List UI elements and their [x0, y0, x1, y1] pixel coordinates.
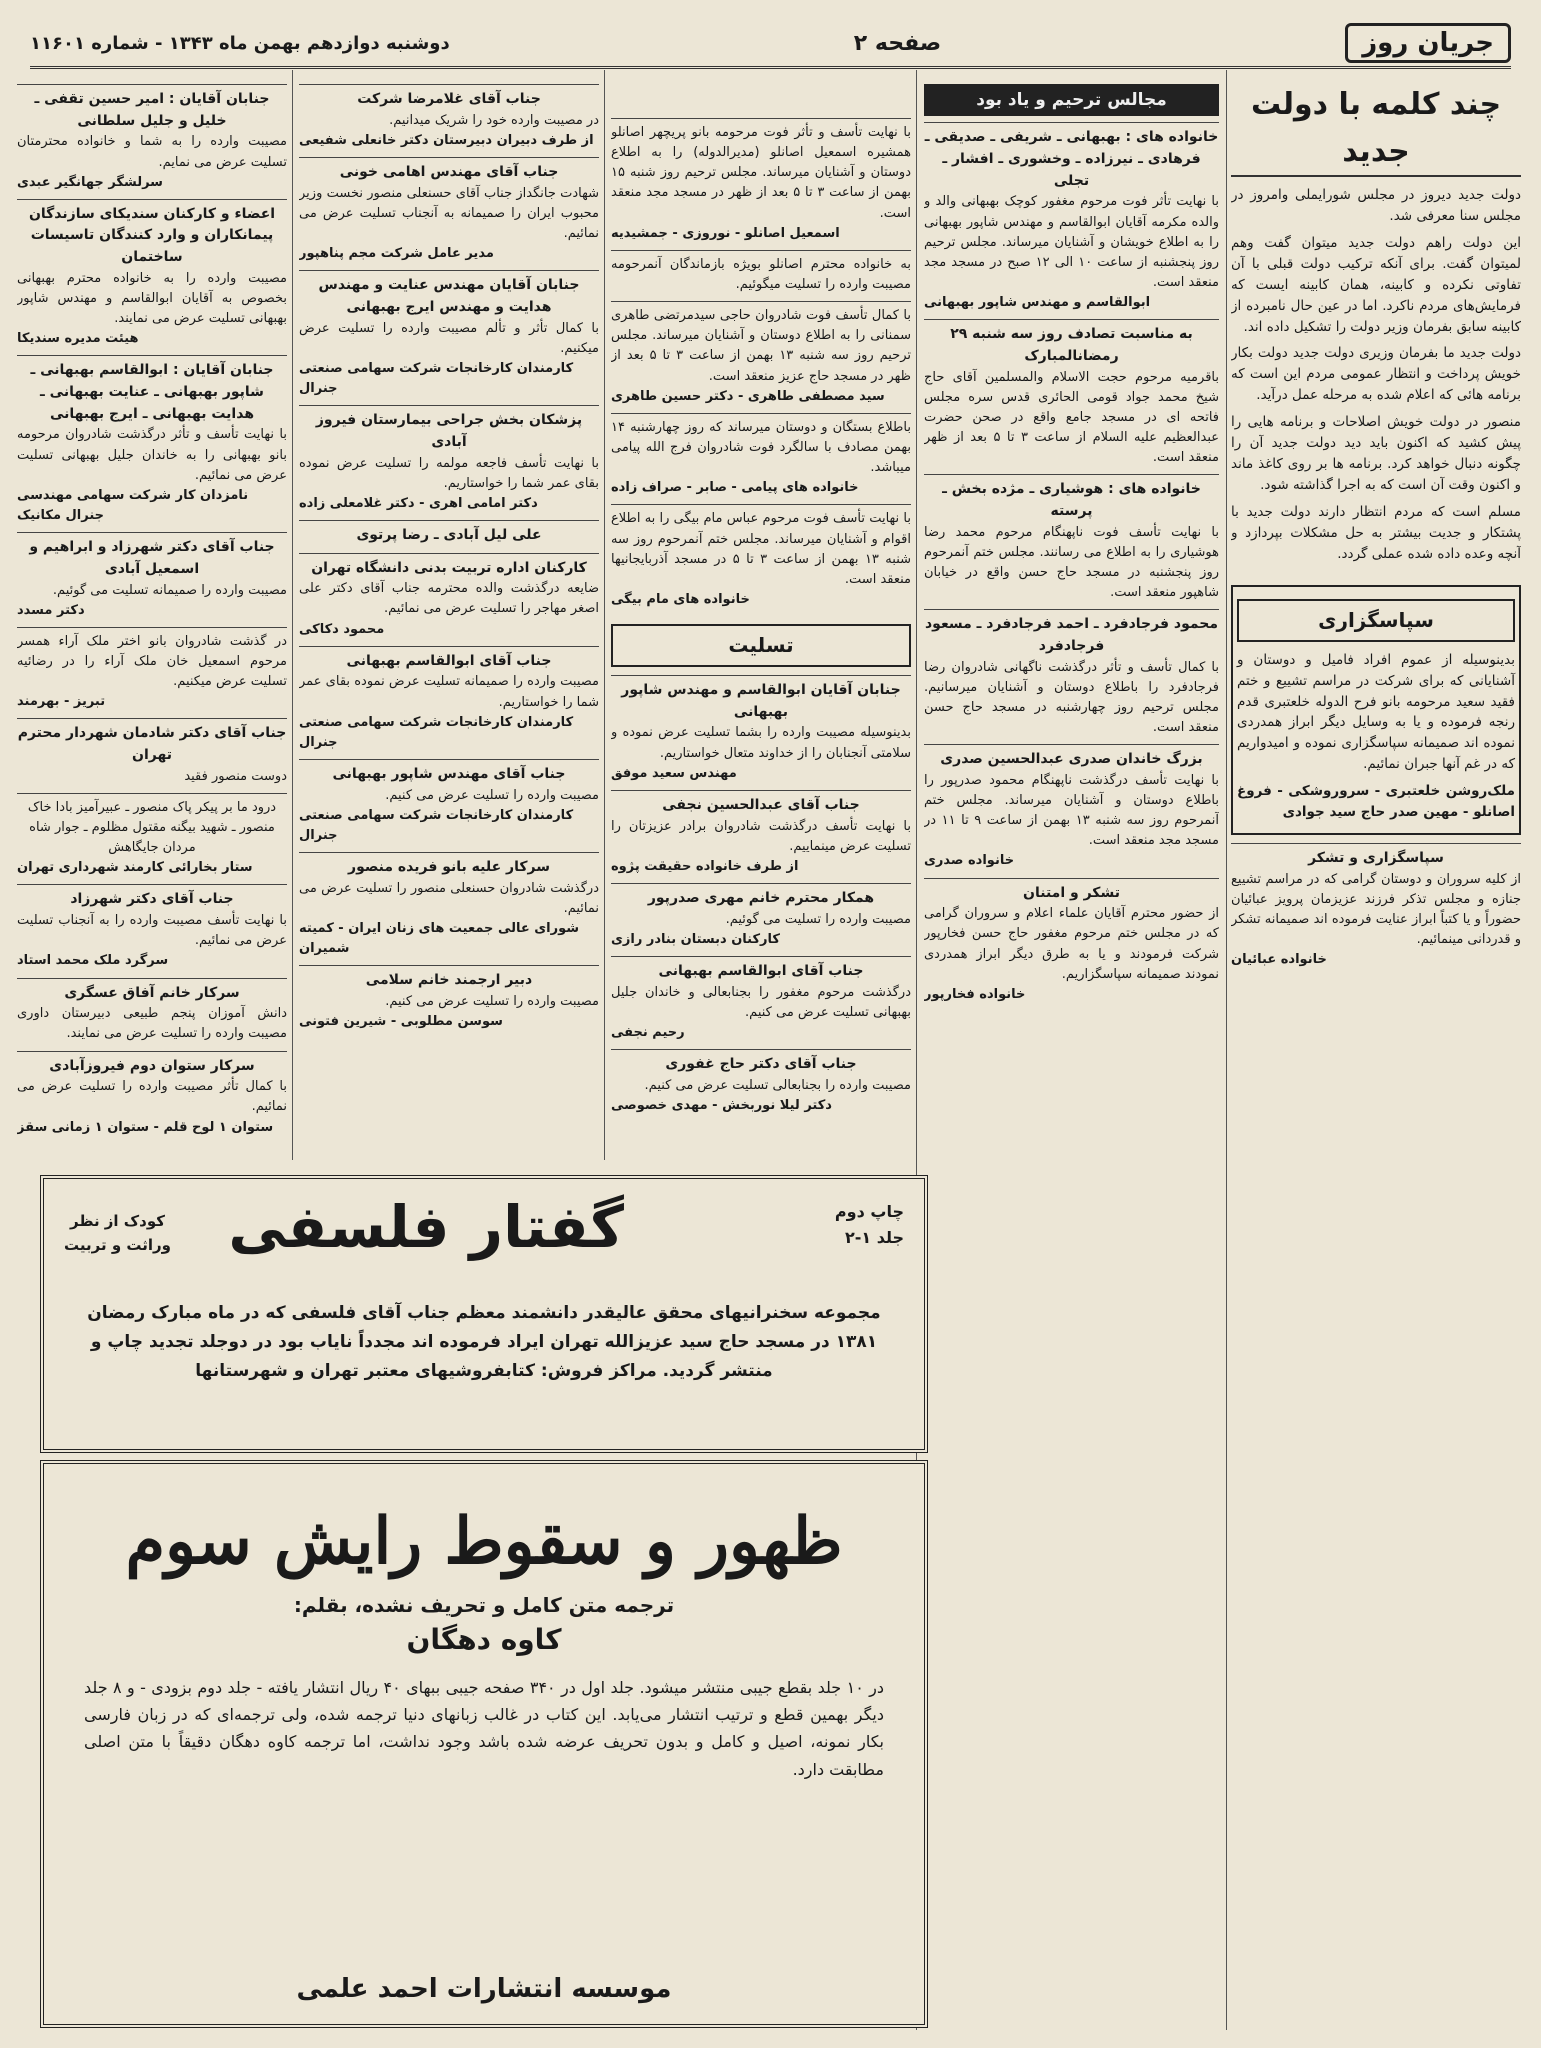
- book-advertisement-falsafi: [40, 1175, 928, 1453]
- notice-title: همکار محترم خانم مهری صدرپور: [647, 890, 875, 906]
- editorial-paragraph: دولت جدید ما بفرمان وزیری دولت جدید دولت بکار خویش پرداخت و انتظار عمومی مردم این است که برنامه هائی که اعلام شده به مرحله عمل درآید.: [1231, 345, 1521, 404]
- notice-title: کارکنان اداره تربیت بدنی دانشگاه تهران: [311, 559, 587, 576]
- notice-signature: نامزدان کار شرکت سهامی مهندسی جنرال مکانیک: [17, 487, 249, 524]
- notice-body: مصیبت وارده را بجنابعالی تسلیت عرض می کنیم.: [644, 1077, 911, 1093]
- condolence-notice: [299, 759, 599, 846]
- condolence-notice: [299, 405, 599, 514]
- memorial-notice: [611, 250, 911, 295]
- notice-body: مصیبت وارده را تسلیت عرض می کنیم.: [385, 787, 599, 803]
- notice-body: با کمال تأسف فوت شادروان حاجی سیدمرتضی طاهری سمنانی را به اطلاع دوستان و آشنایان میرساند. مجلس ترحیم روز سه شنبه ۱۳ بهمن از ساعت ۳ تا ۵ بعد از ظهر در مسجد حاج عزیز منعقد است.: [611, 308, 911, 384]
- editorial-paragraph: دولت جدید دیروز در مجلس شورایملی وامروز در مجلس سنا معرفی شد.: [1231, 187, 1521, 224]
- notice-body: با نهایت تأسف درگذشت شادروان برادر عزیزتان را تسلیت عرض مینماییم.: [611, 818, 911, 854]
- thanks2-title: سپاسگزاری و تشکر: [1308, 850, 1444, 867]
- poem-notice: [17, 793, 287, 879]
- notice-title: جناب آقای مهندس اهامی خونی: [339, 163, 559, 180]
- condolence-notice: [611, 956, 911, 1043]
- notice-signature: کارمندان کارخانجات شرکت سهامی صنعتی جنرال: [299, 714, 574, 750]
- notice-signature: هیئت مدیره سندیکا: [17, 331, 139, 347]
- notice-title: سرکار ستوان دوم فیروزآبادی: [49, 1057, 255, 1074]
- condolence-notice: [299, 965, 599, 1032]
- column-divider: [292, 70, 293, 1160]
- notice-title: جناب آقای عبدالحسین نجفی: [662, 796, 860, 813]
- notice-title: جناب آقای دکتر حاج غفوری: [665, 1056, 857, 1073]
- notice-signature: خانواده های مام بیگی: [611, 591, 750, 607]
- condolence-column-2: [17, 78, 287, 1158]
- ad-subtitle-line: وراثت و تربیت: [64, 1236, 171, 1254]
- notice-body: باطلاع بستگان و دوستان میرساند که روز چهارشنبه ۱۴ بهمن مصادف با سالگرد فوت شادروان فرج الله پیامی میباشد.: [611, 419, 911, 476]
- notice-body: با نهایت تأسف درگذشت ناپهنگام محمود صدرپور را باطلاع دوستان و آشنایان میرساند. مجلس ختم آنمرحوم روز سه شنبه ۱۳ بهمن از ساعت ۹ تا ۱۱ در مسجد مجد منعقد است.: [924, 772, 1219, 849]
- memorial-notice: [924, 878, 1219, 1005]
- notice-body: مصیبت وارده را صمیمانه تسلیت عرض نموده بقای عمر شما را خواستاریم.: [299, 674, 599, 710]
- condolence-notice: [17, 1051, 287, 1138]
- notice-signature: دکتر لیلا نوربخش - مهدی خصوصی: [611, 1097, 832, 1113]
- memorial-notice: [924, 744, 1219, 871]
- thanks2-signature: خانواده عبائیان: [1231, 952, 1327, 968]
- condolence-notice: [611, 1049, 911, 1116]
- memorial-notice: [924, 319, 1219, 468]
- notice-body: از حضور محترم آقایان علماء اعلام و سروران گرامی که در مجلس ختم مرحوم مغفور حاج حسن فخارپور شرکت فرمودند و یا به طرق دیگر ابراز همدردی نمودند صمیمانه سپاسگزاریم.: [924, 906, 1219, 982]
- memorial-notice: [611, 504, 911, 610]
- notice-title: به مناسبت تصادف روز سه شنبه ۲۹ رمضانالمبارک: [950, 326, 1193, 364]
- notice-body: با نهایت تأسف فاجعه مولمه را تسلیت عرض نموده بقای عمر شما را خواستاریم.: [299, 455, 599, 491]
- memorial-column: [924, 78, 1219, 2038]
- notice-signature: مهندس سعید موفق: [611, 765, 737, 781]
- notice-signature: از طرف دبیران دبیرستان دکتر خانعلی شفیعی: [299, 132, 594, 148]
- thanks-notice: [1231, 585, 1521, 835]
- condolence-notice: [17, 84, 287, 193]
- condolence-banner: تسلیت: [611, 624, 911, 667]
- editorial-paragraph: منصور در دولت خویش اصلاحات و برنامه هایی را پیش کشید که اکنون باید دید دولت جدید آن را چگونه دنبال خواهد کرد. برنامه ها بر روی کاغذ ماند و اکنون وقت آن است که به اجرا گذاشته شود.: [1231, 414, 1521, 493]
- notice-body: مصیبت وارده را به شما و خانواده محترمتان تسلیت عرض می نمایم.: [17, 134, 287, 170]
- condolence-column: [299, 78, 599, 1158]
- notice-body: مصیبت وارده را تسلیت عرض می کنیم.: [385, 994, 599, 1010]
- notice-title: جناب آقای ابوالقاسم بهبهانی: [346, 652, 552, 669]
- condolence-notice: [611, 790, 911, 877]
- notice-signature: کارکنان دبستان بنادر رازی: [611, 931, 780, 947]
- ad-volume-label: جلد ۱-۲: [844, 1227, 904, 1247]
- notice-title: جنابان آقایان مهندس عنایت و مهندس هدایت و مهندس ایرج بهبهانی: [318, 277, 580, 315]
- notice-title: جناب آقای دکتر شهرزاد: [70, 891, 234, 908]
- notice-title: دبیر ارجمند خانم سلامی: [365, 972, 533, 989]
- condolence-notice: [17, 718, 287, 787]
- notice-title: سرکار علیه بانو فریده منصور: [348, 859, 550, 876]
- notice-signature: تبریز - بهرمند: [17, 694, 106, 710]
- condolence-notice: [17, 199, 287, 350]
- ad-title: گفتار فلسفی: [228, 1193, 624, 1261]
- notice-signature: رحیم نجفی: [611, 1024, 685, 1040]
- notice-title: جنابان آقایان : امیر حسین تقفی ـ خلیل و جلیل سلطانی: [34, 91, 270, 129]
- notice-signature: سید مصطفی طاهری - دکتر حسین طاهری: [611, 388, 885, 404]
- memorial-notice: [611, 301, 911, 407]
- ad-translation-line: ترجمه متن کامل و تحریف نشده، بقلم:: [293, 1593, 675, 1617]
- notice-body: مصیبت وارده را به خانواده محترم بهبهانی بخصوص به آقایان ابوالقاسم و مهندس شاپور بهبهانی تسلیت عرض می نمایند.: [17, 270, 287, 327]
- memorial-notice: [924, 609, 1219, 738]
- notice-signature: مدیر عامل شرکت مجم پناهپور: [299, 246, 494, 262]
- condolence-notice: [299, 852, 599, 959]
- date-line: دوشنبه دوازدهم بهمن ماه ۱۳۴۳ - شماره ۱۱۶۰۱: [30, 32, 450, 54]
- notice-body: با کمال تأثر و تألم مصیبت وارده را تسلیت عرض میکنیم.: [299, 320, 599, 356]
- notice-body: شهادت جانگداز جناب آقای حسنعلی منصور نخست وزیر محبوب ایران را صمیمانه به آنجناب تسلیت عرض می نمائیم.: [299, 185, 599, 241]
- notice-title: جناب آقای دکتر شهرزاد و ابراهیم و اسمعیل آبادی: [29, 539, 275, 577]
- notice-signature: کارمندان کارخانجات شرکت سهامی صنعتی جنرال: [299, 807, 574, 843]
- ad-subtitle-line: کودک از نظر: [70, 1212, 165, 1230]
- notice-body: با نهایت تأسف مصیبت وارده را به آنجناب تسلیت عرض می نمائیم.: [17, 913, 287, 949]
- condolence-notice: [17, 532, 287, 621]
- condolence-notice: [17, 978, 287, 1045]
- notice-title: اعضاء و کارکنان سندیکای سازندگان پیمانکاران و وارد کنندگان تاسیسات ساختمان: [28, 205, 276, 266]
- column-divider: [1226, 70, 1227, 2030]
- notice-title: تشکر و امتنان: [1023, 884, 1120, 901]
- notice-title: محمود فرجادفرد ـ احمد فرجادفرد ـ مسعود فرجادفرد: [925, 616, 1218, 654]
- ad-edition: [835, 1199, 904, 1250]
- notice-body: با نهایت تأسف و تأثر درگذشت شادروان مرحومه بانو بهبهانی را به خاندان جلیل بهبهانی تسلیت عرض می نمائیم.: [17, 427, 287, 483]
- notice-signature: ابوالقاسم و مهندس شاپور بهبهانی: [924, 295, 1151, 311]
- notice-title: جنابان آقایان ابوالقاسم و مهندس شاپور بهبهانی: [621, 682, 901, 720]
- notice-title: پزشکان بخش جراحی بیمارستان فیروز آبادی: [315, 412, 583, 450]
- memorial-notice: [611, 118, 911, 244]
- notice-signature: سرلشگر جهانگیر عبدی: [17, 174, 163, 190]
- notice-body: با نهایت تأثر فوت مرحوم مغفور کوچک بهبهانی والد و والده مکرمه آقایان ابوالقاسم و مهندس شاپور بهبهانی را به اطلاع خویشان و آشنایان میرساند. مجلس ترحیم روز پنجشنبه از ساعت ۱۰ الی ۱۲ صبح در مسجد مجد منعقد است.: [924, 194, 1219, 290]
- notice-title: بزرگ خاندان صدری عبدالحسین صدری: [940, 751, 1203, 768]
- column-divider: [604, 70, 605, 1160]
- notice-body: با کمال تأثر مصیبت وارده را تسلیت عرض می نمائیم.: [17, 1079, 287, 1115]
- page-header: [30, 20, 1511, 69]
- notice-body: درگذشت مرحوم مغفور را بجنابعالی و خاندان جلیل بهبهانی تسلیت عرض می کنیم.: [611, 984, 911, 1020]
- notice-body: در مصیبت وارده خود را شریک میدانیم.: [389, 112, 599, 128]
- condolence-notice: [17, 355, 287, 526]
- notice-signature: سرگرد ملک محمد استاد: [17, 953, 169, 969]
- notice-title: خانواده های : بهبهانی ـ شریفی ـ صدیقی ـ فرهادی ـ نیرزاده ـ وخشوری ـ افشار ـ تجلی: [924, 129, 1219, 189]
- notice-signature: سوسن مطلوبی - شیرین فتونی: [299, 1014, 503, 1030]
- condolence-notice: [17, 627, 287, 713]
- notice-signature: خانواده های پیامی - صابر - صراف زاده: [611, 480, 859, 496]
- notice-title: جناب آقای ابوالقاسم بهبهانی: [658, 962, 864, 979]
- notice-title: جناب آقای غلامرضا شرکت: [357, 91, 541, 107]
- notice-body: با کمال تأسف و تأثر درگذشت ناگهانی شادروان رضا فرجادفرد را باطلاع دوستان و آشنایان میرسانیم. مجلس ترحیم روز چهارشنبه در مسجد حاج حسن منعقد است.: [924, 659, 1219, 736]
- notice-signature: ستوان ۱ لوح قلم - ستوان ۱ زمانی سقز: [17, 1119, 274, 1135]
- memorial-notice: [924, 474, 1219, 603]
- notice-body: مصیبت وارده را تسلیت می گوئیم.: [725, 911, 911, 927]
- thanks2-body: از کلیه سروران و دوستان گرامی که در مراسم تشییع جنازه و مجلس تذکر فرزند عزیزمان پرویز عبائیان حضوراً و یا کتباً ابراز عنایت فرموده اند صمیمانه تشکر و قدردانی مینمائیم.: [1231, 871, 1521, 948]
- ad-subtitle: [64, 1209, 171, 1257]
- book-advertisement-third-reich: [40, 1460, 928, 2028]
- notice-signature: از طرف خانواده حقیقت پژوه: [611, 858, 799, 874]
- ad-body: در ۱۰ جلد بقطع جیبی منتشر میشود. جلد اول در ۳۴۰ صفحه جیبی ببهای ۴۰ ریال انتشار یافته - جلد دوم بزودی - و ۸ جلد دیگر بهمین قطع و ترتیب انتشار می‌یابد. این کتاب در غالب زبانهای دنیا ترجمه شده، ولی ترجمه‌ای که در زبان فارسی بکار نمونه، اصیل و کامل و بدون تحریف عرضه شده باشد وجود نداشت، اما ترجمه کاوه دهگان دقیقاً با متن اصلی مطابقت دارد.: [84, 1678, 885, 1779]
- thanks-signature: ملک‌روشن خلعتبری - سروروشکی - فروغ اصانلو - مهین صدر حاج سید جوادی: [1237, 783, 1515, 821]
- notice-body: دانش آموزان پنجم طبیعی دبیرستان داوری مصیبت وارده را تسلیت عرض می نمایند.: [17, 1006, 287, 1042]
- editorial-column: [1231, 78, 1521, 2038]
- notice-signature: محمود دکاکی: [299, 621, 385, 637]
- notice-title: سرکار خانم آفاق عسگری: [64, 984, 240, 1001]
- memorial-notice: [611, 413, 911, 499]
- condolence-notice: [299, 520, 599, 547]
- notice-body: درگذشت شادروان حسنعلی منصور را تسلیت عرض می نمائیم.: [299, 880, 599, 916]
- ad-title: ظهور و سقوط رایش سوم: [125, 1504, 843, 1579]
- notice-body: مصیبت وارده را صمیمانه تسلیت می گوئیم.: [52, 582, 287, 598]
- notice-body: با نهایت تأسف و تأثر فوت مرحومه بانو پریچهر اصانلو همشیره اسمعیل اصانلو (مدیرالدوله) را به اطلاع دوستان و آشنایان میرساند. مجلس ترحیم روز شنبه ۱۵ بهمن از ساعت ۳ تا ۵ بعد از ظهر در مسجد مجد منعقد است.: [611, 125, 911, 221]
- condolence-notice: [299, 646, 599, 753]
- condolence-notice: [611, 675, 911, 784]
- notice-title: علی لیل آبادی ـ رضا پرتوی: [356, 526, 542, 543]
- ad-body: مجموعه سخنرانیهای محقق عالیقدر دانشمند معظم جناب آقای فلسفی که در ماه مبارک رمضان ۱۳۸۱ در مسجد حاج سید عزیزالله تهران ایراد فرموده اند مجدداً نایاب بود در دوجلد تجدید چاپ و منتشر گردید. مراکز فروش: کتابفروشیهای معتبر تهران و شهرستانها: [87, 1303, 881, 1381]
- ad-publisher: موسسه انتشارات احمد علمی: [296, 1974, 672, 2004]
- notice-body: به خانواده محترم اصانلو بویژه بازماندگان آنمرحومه مصیبت وارده را تسلیت میگوئیم.: [611, 256, 911, 292]
- ad-translator: کاوه دهگان: [406, 1623, 562, 1656]
- condolence-notice: [611, 883, 911, 950]
- notice-title: جناب آقای مهندس شاپور بهبهانی: [332, 766, 566, 782]
- notice-body: با نهایت تأسف فوت مرحوم عباس مام بیگی را به اطلاع اقوام و آشنایان میرساند. مجلس ختم آنمرحوم روز سه شنبه ۱۳ بهمن از ساعت ۳ تا ۵ در مسجد آذربایجانیها منعقد است.: [611, 511, 911, 587]
- notice-title: خانواده های : هوشیاری ـ مژده بخش ـ پرسته: [942, 481, 1201, 520]
- notice-body: دوست منصور فقید: [184, 768, 287, 784]
- condolence-notice: [17, 884, 287, 971]
- condolence-notice: [299, 553, 599, 640]
- notice-body: درود ما بر پیکر پاک منصور ـ عبیرآمیز بادا خاک منصور ـ شهید بیگنه مقتول مظلوم ـ جوار شاه مردان جایگاهش: [27, 799, 277, 856]
- notice-body: در گذشت شادروان بانو اختر ملک آراء همسر مرحوم اسمعیل خان ملک آراء را در رضائیه تسلیت عرض میکنیم.: [17, 633, 287, 690]
- notice-body: باقرمیه مرحوم حجت الاسلام والمسلمین آقای حاج شیخ محمد جواد قومی الحائری قدس سره مجلس فاتحه ای در مسجد جامع واقع در صحن حضرت عبدالعظیم علیه السلام از ساعت ۳ تا ۵ بعد از ظهر منعقد است.: [924, 369, 1219, 466]
- thanks-body: بدینوسیله از عموم افراد فامیل و دوستان و آشنایانی که برای شرکت در مراسم تشییع و ختم فقید سعید مرحومه بانو فرح الدوله خلعتبری قدم رنجه فرموده و یا به وسایل دیگر ابراز همدردی نموده اند صمیمانه سپاسگزاری نموده و امیدواریم که در غم آنها جبران نمائیم.: [1237, 651, 1515, 773]
- editorial-paragraph: این دولت راهم دولت جدید میتوان گفت وهم لمیتوان گفت. برای آنکه ترکیب دولت قبلی با آن تفاوتی نکرده و کابینه، همان کابینه ایست که فرمایش‌های مردم ناکرد. اما در عین حال نامبرده از کابینه سابق بفرمان وزیر دولت را تشکیل داده اند.: [1231, 234, 1521, 335]
- page-number: صفحه ۲: [853, 30, 942, 56]
- thanks-title: سپاسگزاری: [1237, 599, 1515, 642]
- notice-signature: دکتر مسدد: [17, 602, 85, 618]
- notice-title: جناب آقای دکتر شادمان شهردار محترم تهران: [17, 725, 287, 764]
- notice-signature: کارمندان کارخانجات شرکت سهامی صنعتی جنرال: [299, 360, 574, 397]
- notice-signature: ستار بخارائی کارمند شهرداری تهران: [17, 860, 253, 876]
- notice-body: با نهایت تأسف فوت ناپهنگام مرحوم محمد رضا هوشیاری را به اطلاع می رسانند. مجلس ختم آنمرحوم روز پنجشنبه در مسجد حاج حسن واقع در خیابان شاهپور منعقد است.: [924, 524, 1219, 601]
- editorial-paragraph: مسلم است که مردم انتظار دارند دولت جدید با پشتکار و جدیت بیشتر به حل مشکلات بپردازد و آنچه وعده داده شده عملی گردد.: [1231, 503, 1521, 562]
- memorial-notice: [924, 122, 1219, 313]
- notice-signature: خانواده صدری: [924, 853, 1015, 869]
- section-label: جریان روز: [1345, 23, 1511, 63]
- notice-signature: خانواده فخارپور: [924, 986, 1026, 1002]
- notice-title: جنابان آقایان : ابوالقاسم بهبهانی ـ شاپور بهبهانی ـ عنایت بهبهانی ـ هدایت بهبهانی ـ ایرج بهبهانی: [30, 362, 274, 422]
- ad-edition-label: چاپ دوم: [834, 1202, 904, 1221]
- notice-signature: شورای عالی جمعیت های زنان ایران - کمیته شمیران: [299, 921, 580, 957]
- editorial-title: چند کلمه با دولت جدید: [1231, 82, 1521, 177]
- memorial-banner: مجالس ترحیم و یاد بود: [924, 84, 1219, 116]
- notice-signature: دکتر امامی اهری - دکتر غلامعلی زاده: [299, 495, 538, 511]
- notice-body: بدینوسیله مصیبت وارده را بشما تسلیت عرض نموده و سلامتی آنجنابان را از خداوند متعال خواستاریم.: [611, 725, 911, 761]
- thanks-notice-2: [1231, 843, 1521, 970]
- condolence-notice: [299, 157, 599, 264]
- notice-body: ضایعه درگذشت والده محترمه جناب آقای دکتر علی اصغر مهاجر را تسلیت عرض می نمائیم.: [299, 581, 599, 617]
- notice-signature: اسمعیل اصانلو - نوروزی - جمشیدیه: [611, 225, 840, 241]
- condolence-notice: [299, 84, 599, 151]
- condolence-notice: [299, 270, 599, 399]
